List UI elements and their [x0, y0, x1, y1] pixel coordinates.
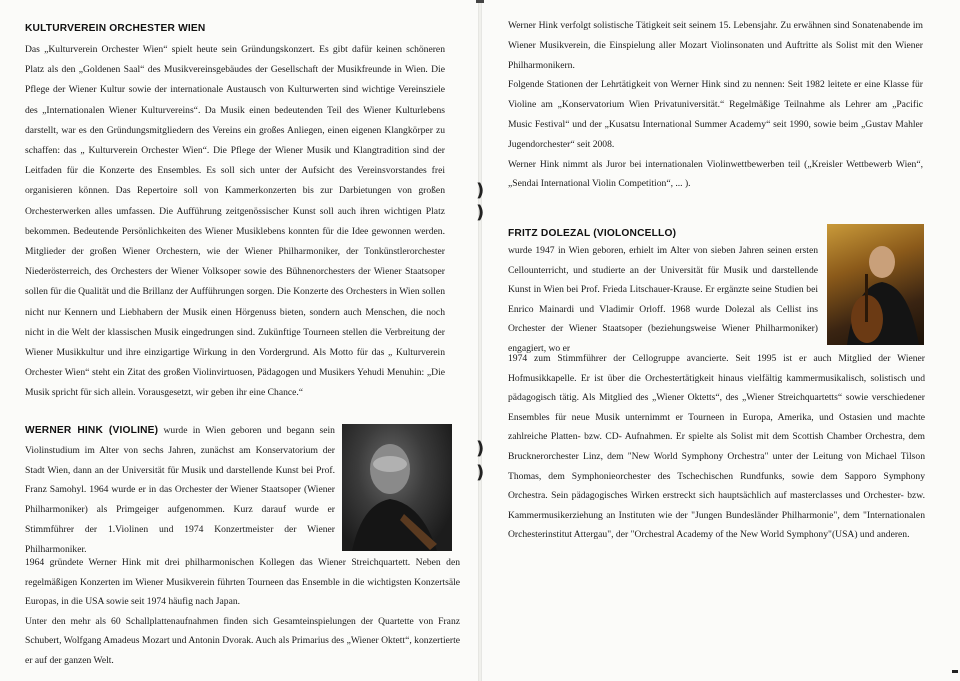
werner-hink-photo — [342, 424, 452, 551]
kulturverein-heading: KULTURVEREIN ORCHESTER WIEN — [25, 23, 206, 34]
hink-paragraph-3: Unter den mehr als 60 Schallplattenaufnahmen finden sich Gesamteinspielungen der Quartette von Franz Schubert, Wolfgang Amadeus Mozart und Antonin Dvorak. Auch als Primarius des „Wiener Oktett“, konzertierte er auf der ganzen Welt. — [25, 615, 460, 666]
hink-solo-paragraph: Werner Hink verfolgt solistische Tätigkeit seit seinem 15. Lebensjahr. Zu erwähnen sind Sonatenabende im Wiener Musikverein, die Einspielung aller Mozart Violinsonaten und Auftritte als Solist mit den Wiener Philharmonikern. — [508, 20, 923, 71]
dolezal-heading: FRITZ DOLEZAL (VIOLONCELLO) — [508, 228, 677, 239]
dolezal-intro — [508, 241, 818, 359]
binding-clip-icon: ) — [476, 202, 485, 223]
binding-clip-icon: ) — [476, 462, 485, 483]
page-gutter — [476, 0, 485, 681]
hink-heading: WERNER HINK (VIOLINE) — [25, 425, 159, 436]
hink-intro — [25, 421, 335, 560]
binding-clip-icon: ) — [476, 438, 485, 459]
portrait-silhouette-icon — [827, 224, 924, 345]
fritz-dolezal-photo — [827, 224, 924, 345]
hink-continued-right — [508, 16, 923, 194]
corner-mark — [952, 670, 958, 673]
hink-teaching-paragraph: Folgende Stationen der Lehrtätigkeit von Werner Hink sind zu nennen: Seit 1982 leitete er eine Klasse für Violine am „Konservatorium Wien Privatuniversität.“ Regelmäßige Teilnahme als Lehrer am „Pacific Music Festival“ und der „Kusatsu International Summer Academy“ seit 1990, sowie beim „Gustav Mahler Jugendorchester“ seit 2008. — [508, 79, 923, 150]
hink-continued-left — [25, 553, 460, 670]
kulturverein-paragraph: Das „Kulturverein Orchester Wien“ spielt heute sein Gründungskonzert. Es gibt dafür keinen schöneren Platz als den „Goldenen Saal“ des Musikvereinsgebäudes der Gesellschaft der Musikfreunde in Wien. Die Pflege der Wiener Kultur sowie der internationale Austausch von Kulturwerten sind wichtige Vereinsziele des „Internationalen Wiener Kulturvereins“. Da Musik einen bedeutenden Teil des Wiener Kulturlebens darstellt, war es den Gründungsmitgliedern des Vereins ein großes Anliegen, einen eigenen Klangkörper zu schaffen: das „ Kulturverein Orchester Wien“. Die Pflege der Wiener Musik und Klangtradition sind der Leitfaden für die Konzerte des Ensembles. Es soll sich unter der Aufsicht des Vereinsvorstandes frei organisieren können. Das Repertoire soll von Kammerkonzerten bis zur Darbietungen von großen Orchesterwerken alles umfassen. Die Aufführung zeitgenössischer Kunst soll auch ihren wichtigen Platz bekommen. Bedeutende Persönlichkeiten des Wiener Musiklebens konnten für die Idee gewonnen werden. Mitglieder der großen Wiener Orchestern, wie der Wiener Philharmoniker, der Tonkünstlerorchester Niederösterreich, des Orchesters der Wiener Volksoper sowie des Bühnenorchesters der Wiener Staatsoper sollen für die Qualität und die Brillanz der Aufführungen sorgen. Die Konzerte des Orchesters in Wien sollen nicht nur Kennern und Liebhabern der Musik einen Hörgenuss bieten, sondern auch Menschen, die noch nicht in die Welt der klassischen Musik eingedrungen sind. Zukünftige Tourneen stellen die Verbreitung der Wiener Musikkultur und ihre einzigartige Wirkung in den Vordergrund. Als Motto für das „ Kulturverein Orchester Wien“ steht ein Zitat des großen Violinvirtuosen, Pädagogen und Musikers Yehudi Menuhin: „Die Musik spricht für sich allein. Vorausgesetzt, wir geben ihr eine Chance.“ — [25, 44, 445, 399]
hink-paragraph-2: 1964 gründete Werner Hink mit drei philharmonischen Kollegen das Wiener Streichquartett. Neben den regelmäßigen Konzerten im Wiener Musikverein führten Tourneen das Ensemble in die wichtigsten Konzertsäle Europas, in die USA sowie seit 1974 häufig nach Japan. — [25, 557, 460, 607]
dolezal-intro-text: wurde 1947 in Wien geboren, erhielt im Alter von sieben Jahren seinen ersten Cellounterricht, und studierte an der Universität für Musik und darstellende Kunst in Wien bei Prof. Frieda Litschauer-Krause. Er ergänzte seine Studien bei Enrico Mainardi und Vladimir Orloff. 1968 wurde Dolezal als Cellist ins Orchester der Wiener Staatsoper (beziehungsweise Wiener Philharmoniker) engagiert, wo er — [508, 245, 818, 354]
dolezal-body — [508, 349, 925, 545]
hink-juror-paragraph: Werner Hink nimmt als Juror bei internationalen Violinwettbewerben teil („Kreisler Wettbewerb Wien“, „Sendai International Violin Competition“, ... ). — [508, 158, 923, 190]
binding-clip-icon: ) — [476, 180, 485, 201]
dolezal-body-text: 1974 zum Stimmführer der Cellogruppe avancierte. Seit 1995 ist er auch Mitglied der Wiener Hofmusikkapelle. Er ist über die Orchestertätigkeit hinaus vielfältig kammermusikalisch, solistisch und pädagogisch tätig. Als Mitglied des „Wiener Oktetts“, des „Wiener Streichquartetts“ sowie verschiedener Ensembles für neue Musik unternimmt er Tourneen in Europa, Amerika, und Ostasien und machte zahlreiche Platten- bzw. CD- Aufnahmen. Er spielte als Solist mit dem Scottish Chamber Orchestra, dem Brucknerorchester Linz, dem "New World Symphony Orchestra" unter der Leitung von Michael Tilson Thomas, dem Symphonieorchester des Tschechischen Rundfunks, sowie dem Sapporo Symphony Orchestra. Sein pädagogisches Wirken erstreckt sich hauptsächlich auf masterclasses und Orchester- bzw. Kammermusikerziehung an Instituten wie der "Jungen Bundesländer Philharmonie", dem "Internationalen Orchesterinstitut Attergau", der "Orchestral Academy of the New World Symphony"(USA) und anderen. — [508, 353, 925, 541]
hink-intro-text: wurde in Wien geboren und begann sein Violinstudium im Alter von sechs Jahren, zunächst am Konservatorium der Stadt Wien, dann an der Universität für Musik und darstellende Kunst bei Prof. Franz Samohyl. 1964 wurde er in das Orchester der Wiener Staatsoper (Wiener Philharmoniker) als Primgeiger aufgenommen. Kurz darauf wurde er Stimmführer der 1.Violinen und 1974 Konzertmeister der Wiener Philharmoniker. — [25, 425, 335, 555]
crop-mark — [476, 0, 484, 3]
portrait-silhouette-icon — [342, 424, 452, 551]
kulturverein-body — [25, 40, 445, 404]
